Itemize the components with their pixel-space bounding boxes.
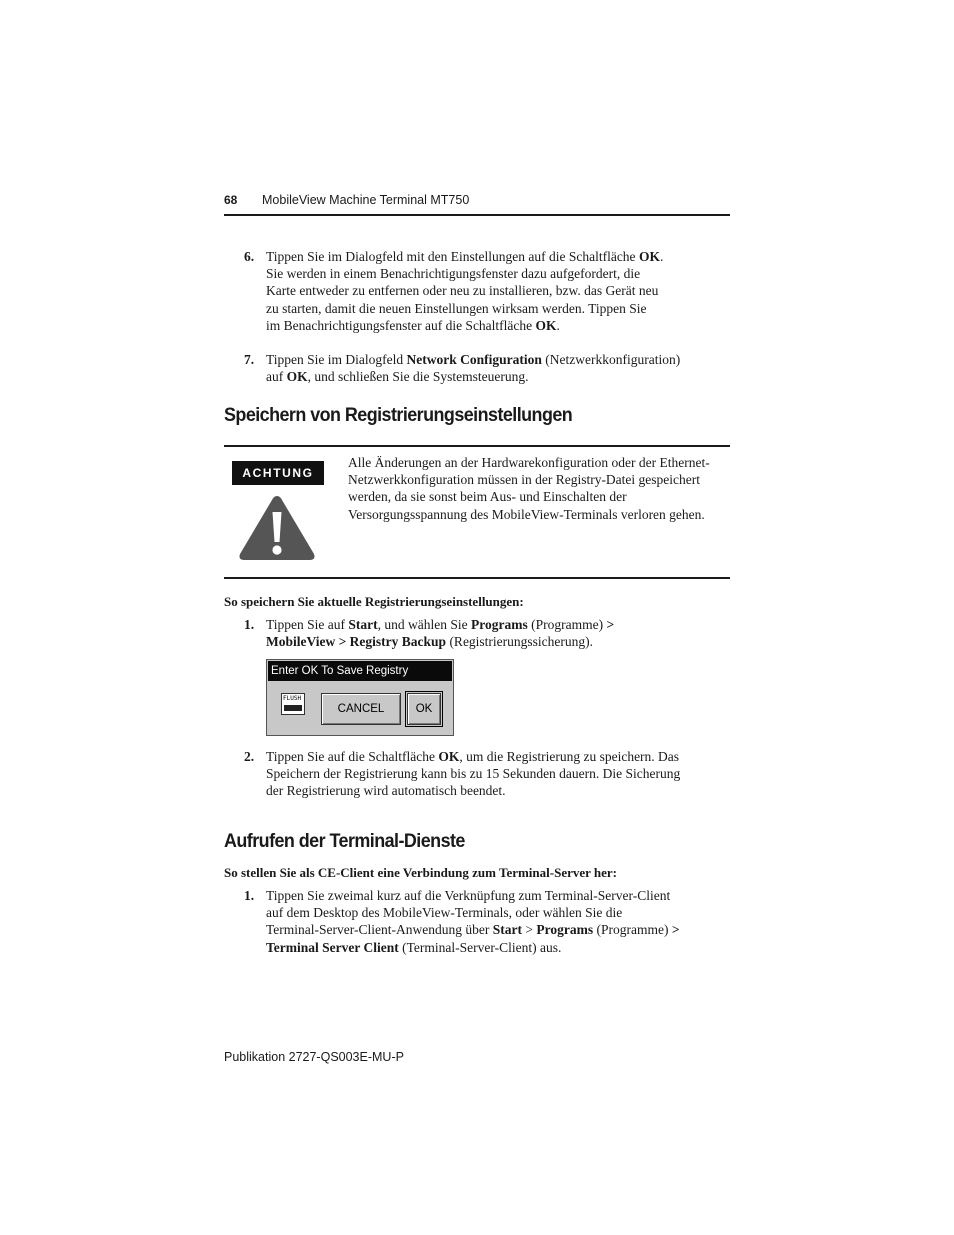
step-number: 2. — [244, 749, 255, 764]
achtung-top-rule — [224, 445, 730, 447]
step-text: Tippen Sie im Dialogfeld mit den Einstellungen auf die Schaltfläche OK. Sie werden in einem Benachrichtigungsfenster dazu aufgefordert, die Karte entweder zu entfernen oder neu zu installieren, bzw. das Gerät neu zu starten, damit die neuen Einstellungen wirksam werden. Tippen Sie im Benachrichtigungsfenster auf die Schaltfläche OK. — [266, 249, 664, 333]
warning-triangle-icon — [236, 490, 318, 569]
page-number: 68 — [224, 193, 238, 207]
subheading-ce-client: So stellen Sie als CE-Client eine Verbindung zum Terminal-Server her: — [224, 865, 618, 880]
header-rule — [224, 214, 730, 216]
step-text: Tippen Sie auf Start, und wählen Sie Programs (Programme) > MobileView > Registry Backup (Registrierungssicherung). — [266, 617, 615, 650]
achtung-text: Alle Änderungen an der Hardwarekonfiguration oder der Ethernet-Netzwerkkonfiguration müssen in der Registry-Datei gespeichert werden, da sie sonst beim Aus- und Einschalten der Versorgungsspannung des MobileView-Terminals verloren gehen. — [348, 455, 710, 522]
achtung-badge: ACHTUNG — [232, 461, 324, 485]
step-7 — [224, 351, 730, 385]
terminal-step-1 — [224, 887, 730, 956]
step-text: Tippen Sie auf die Schaltfläche OK, um die Registrierung zu speichern. Das Speichern der Registrierung kann bis zu 15 Sekunden dauern. Die Sicherung der Registrierung wird automatisch beendet. — [266, 749, 681, 799]
flush-bar — [284, 705, 302, 711]
step-number: 7. — [244, 352, 255, 367]
step-text: Tippen Sie zweimal kurz auf die Verknüpfung zum Terminal-Server-Client auf dem Desktop des MobileView-Terminals, oder wählen Sie die Terminal-Server-Client-Anwendung über Start > Programs (Programme) > Terminal Server Client (Terminal-Server-Client) aus. — [266, 888, 680, 955]
publication-footer: Publikation 2727-QS003E-MU-P — [224, 1050, 404, 1064]
subheading-save-registry: So speichern Sie aktuelle Registrierungseinstellungen: — [224, 594, 524, 609]
step-text: Tippen Sie im Dialogfeld Network Configuration (Netzwerkkonfiguration) auf OK, und schließen Sie die Systemsteuerung. — [266, 352, 681, 385]
section-heading-registry: Speichern von Registrierungseinstellungen — [224, 404, 573, 426]
step-number: 1. — [244, 617, 255, 632]
step-6 — [224, 248, 730, 334]
registry-step-1 — [224, 616, 730, 650]
flush-label: FLUSH — [283, 695, 302, 702]
save-registry-dialog — [266, 659, 454, 736]
registry-step-2 — [224, 748, 730, 800]
running-header-title: MobileView Machine Terminal MT750 — [262, 193, 470, 207]
section-heading-terminal-services: Aufrufen der Terminal-Dienste — [224, 830, 465, 852]
ok-button[interactable]: OK — [407, 693, 441, 725]
cancel-button[interactable]: CANCEL — [321, 693, 401, 725]
step-number: 6. — [244, 249, 255, 264]
achtung-bottom-rule — [224, 577, 730, 579]
flush-icon[interactable] — [281, 693, 305, 715]
step-number: 1. — [244, 888, 255, 903]
dialog-title: Enter OK To Save Registry — [268, 661, 452, 681]
